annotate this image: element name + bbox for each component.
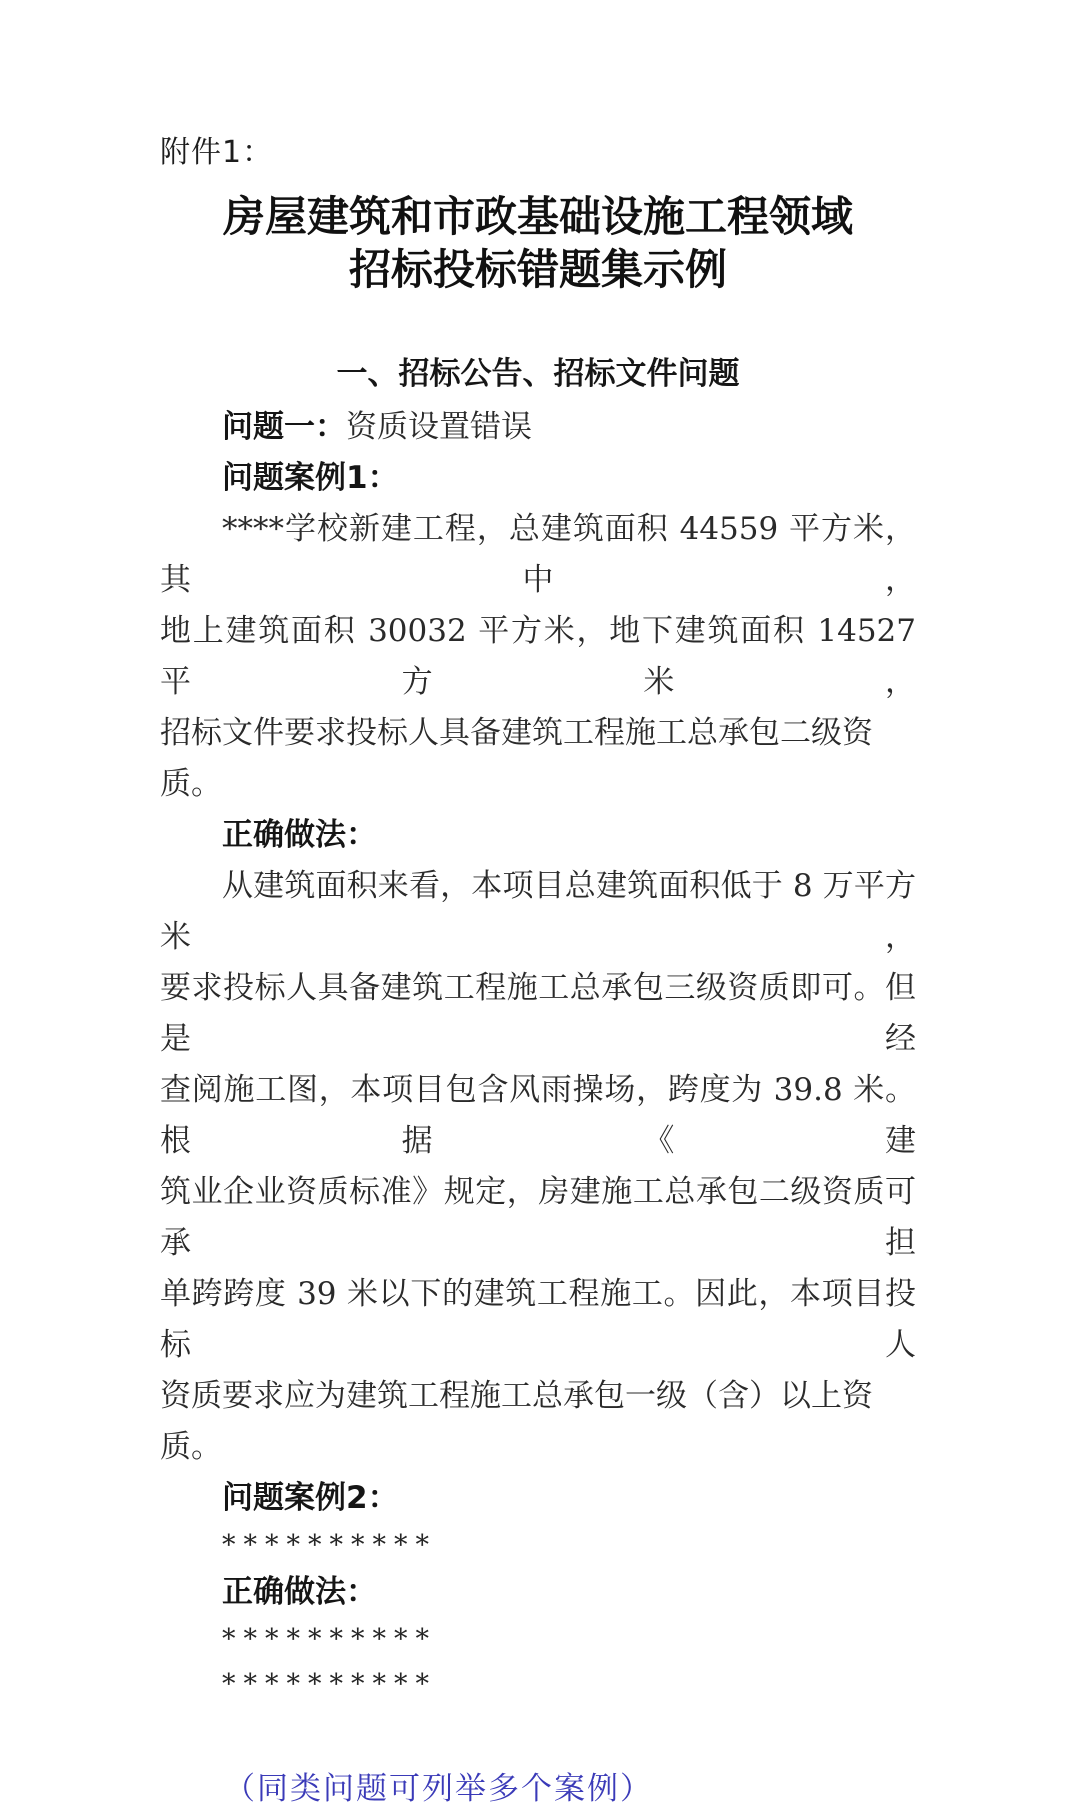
problem-one-row bbox=[160, 402, 916, 453]
correct-line: 要求投标人具备建筑工程施工总承包三级资质即可。但是经 bbox=[160, 970, 916, 1057]
correct-line: 单跨跨度 39 米以下的建筑工程施工。因此，本项目投标人 bbox=[160, 1276, 916, 1363]
correct-placeholder-stars-2: ********** bbox=[222, 1669, 437, 1700]
document-content bbox=[160, 0, 916, 1815]
body-rows bbox=[160, 402, 916, 1815]
case1-line: 地上建筑面积 30032 平方米，地下建筑面积 14527 平方米， bbox=[160, 613, 916, 700]
correct-line: 从建筑面积来看，本项目总建筑面积低于 8 万平方米， bbox=[160, 868, 916, 955]
correct-line: 查阅施工图，本项目包含风雨操场，跨度为 39.8 米。根据《建 bbox=[160, 1072, 916, 1159]
problem-one-value: 资质设置错误 bbox=[346, 409, 532, 445]
note-similar-cases: （同类问题可列举多个案例） bbox=[224, 1771, 653, 1807]
case1-line: ****学校新建工程，总建筑面积 44559 平方米，其中， bbox=[160, 511, 916, 598]
case2-placeholder-stars: ********** bbox=[222, 1530, 437, 1561]
document-title-line1: 房屋建筑和市政基础设施工程领域 bbox=[222, 192, 853, 241]
case1-label: 问题案例1： bbox=[222, 460, 399, 496]
problem-one-label: 问题一： bbox=[222, 409, 346, 445]
case1-paragraph bbox=[160, 504, 916, 810]
correct-placeholder-stars-1: ********** bbox=[222, 1624, 437, 1655]
section-heading: 一、招标公告、招标文件问题 bbox=[336, 356, 740, 392]
correct-practice-paragraph bbox=[160, 861, 916, 1473]
case1-line: 招标文件要求投标人具备建筑工程施工总承包二级资质。 bbox=[160, 715, 873, 802]
document-title-line2: 招标投标错题集示例 bbox=[348, 245, 727, 294]
correct-practice-label-2: 正确做法： bbox=[222, 1574, 377, 1610]
correct-line: 筑业企业资质标准》规定，房建施工总承包二级资质可承担 bbox=[160, 1174, 916, 1261]
correct-line: 资质要求应为建筑工程施工总承包一级（含）以上资质。 bbox=[160, 1378, 873, 1465]
case2-label: 问题案例2： bbox=[222, 1480, 399, 1516]
correct-practice-label-1: 正确做法： bbox=[222, 817, 377, 853]
attachment-label: 附件1： bbox=[160, 135, 274, 170]
